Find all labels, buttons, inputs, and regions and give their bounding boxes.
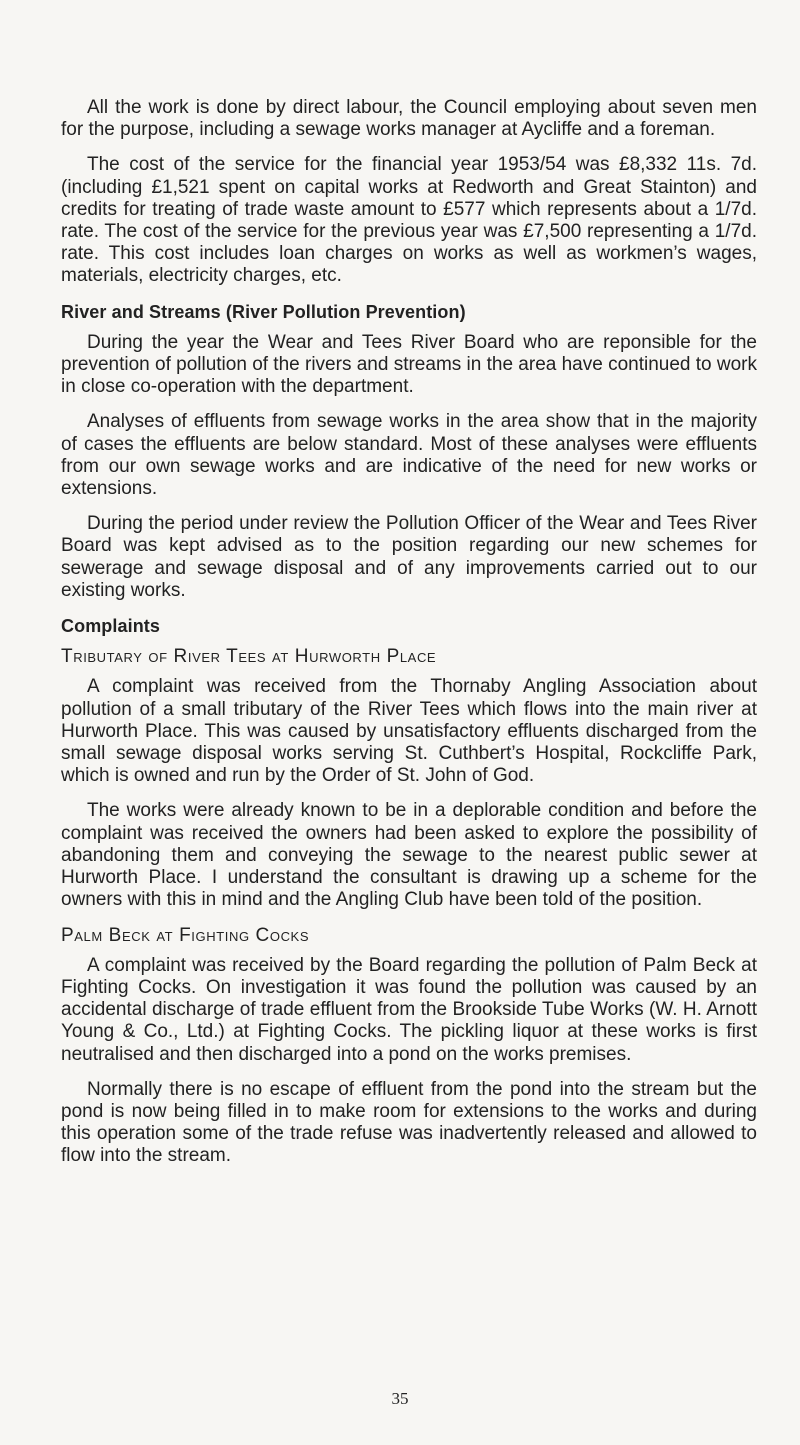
page-number: 35 bbox=[391, 1389, 409, 1408]
paragraph-thornaby-complaint: A complaint was received from the Thornaby Angling Association about pollution of a small tributary of the River Tees which flows into the main river at Hurworth Place. This was caused by unsatisfactory effluents discharged from the small sewage disposal works serving St. Cuthbert’s Hospital, Rockcliffe Park, which is owned and run by the Order of St. John of God. bbox=[61, 676, 757, 787]
paragraph-pollution-officer: During the period under review the Pollution Officer of the Wear and Tees River Board was kept advised as to the position regarding our new schemes for sewerage and sewage disposal and of any improvements carried out to our existing works. bbox=[61, 513, 757, 601]
heading-river-and-streams: River and Streams (River Pollution Prevention) bbox=[61, 301, 466, 322]
paragraph-deplorable-works: The works were already known to be in a deplorable condition and before the complaint was received the owners had been asked to explore the possibility of abandoning them and conveying the sewage to the nearest public sewer at Hurworth Place. I understand the consultant is drawing up a scheme for the owners with this in mind and the Angling Club have been told of the position. bbox=[61, 800, 757, 911]
paragraph-direct-labour: All the work is done by direct labour, the Council employing about seven men for the purpose, including a sewage works manager at Aycliffe and a foreman. bbox=[61, 97, 757, 141]
heading-complaints: Complaints bbox=[61, 616, 161, 637]
paragraph-cost-of-service: The cost of the service for the financial year 1953/54 was £8,332 11s. 7d. (including £1,521 spent on capital works at Redworth and Great Stainton) and credits for treating of trade waste amount to £577 which represents about a 1/7d. rate. The cost of the service for the previous year was £7,500 representing a 1/7d. rate. This cost includes loan charges on works as well as workmen’s wages, materials, electricity charges, etc. bbox=[61, 154, 757, 287]
paragraph-palm-beck-complaint: A complaint was received by the Board regarding the pollution of Palm Beck at Fighting Cocks. On investigation it was found the pollution was caused by an accidental discharge of trade effluent from the Brookside Tube Works (W. H. Arnott Young & Co., Ltd.) at Fighting Cocks. The pickling liquor at these works is first neutralised and then discharged into a pond on the works premises. bbox=[61, 954, 757, 1065]
paragraph-pond-escape: Normally there is no escape of effluent from the pond into the stream but the pond is now being filled in to make room for extensions to the works and during this operation some of the trade refuse was inadvertently released and allowed to flow into the stream. bbox=[61, 1078, 757, 1167]
document-page bbox=[61, 97, 757, 1181]
subheading-tributary-hurworth: Tributary of River Tees at Hurworth Place bbox=[61, 646, 437, 668]
paragraph-river-board: During the year the Wear and Tees River Board who are reponsible for the prevention of pollution of the rivers and streams in the area have continued to work in close co-operation with the department. bbox=[61, 331, 758, 398]
paragraph-effluent-analyses: Analyses of effluents from sewage works in the area show that in the majority of cases the effluents are below standard. Most of these analyses were effluents from our own sewage works and are indicative of the need for new works or extensions. bbox=[61, 411, 757, 500]
subheading-palm-beck: Palm Beck at Fighting Cocks bbox=[61, 924, 310, 946]
